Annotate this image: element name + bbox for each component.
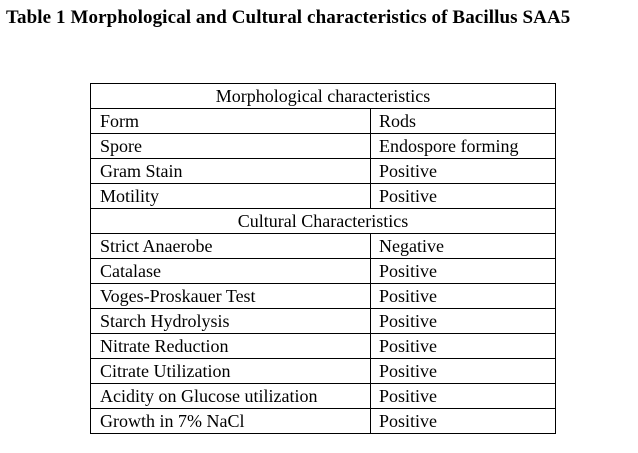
table-row bbox=[91, 234, 556, 259]
section-header-row bbox=[91, 209, 556, 234]
property-cell: Acidity on Glucose utilization bbox=[91, 384, 371, 409]
property-cell: Form bbox=[91, 109, 371, 134]
value-cell: Endospore forming bbox=[371, 134, 556, 159]
property-cell: Spore bbox=[91, 134, 371, 159]
value-cell: Positive bbox=[371, 284, 556, 309]
property-cell: Catalase bbox=[91, 259, 371, 284]
table-title: Table 1 Morphological and Cultural characteristics of Bacillus SAA5 bbox=[6, 7, 571, 28]
property-cell: Growth in 7% NaCl bbox=[91, 409, 371, 434]
value-cell: Positive bbox=[371, 309, 556, 334]
table-row bbox=[91, 159, 556, 184]
table-row bbox=[91, 134, 556, 159]
characteristics-table bbox=[90, 83, 556, 434]
value-cell: Positive bbox=[371, 334, 556, 359]
table-row bbox=[91, 284, 556, 309]
property-cell: Motility bbox=[91, 184, 371, 209]
property-cell: Starch Hydrolysis bbox=[91, 309, 371, 334]
value-cell: Rods bbox=[371, 109, 556, 134]
property-cell: Gram Stain bbox=[91, 159, 371, 184]
property-cell: Voges-Proskauer Test bbox=[91, 284, 371, 309]
property-cell: Strict Anaerobe bbox=[91, 234, 371, 259]
value-cell: Positive bbox=[371, 384, 556, 409]
value-cell: Positive bbox=[371, 359, 556, 384]
value-cell: Positive bbox=[371, 409, 556, 434]
property-cell: Nitrate Reduction bbox=[91, 334, 371, 359]
section-header-row bbox=[91, 84, 556, 109]
value-cell: Positive bbox=[371, 184, 556, 209]
value-cell: Positive bbox=[371, 159, 556, 184]
table-row bbox=[91, 259, 556, 284]
section-heading-cultural: Cultural Characteristics bbox=[91, 209, 556, 234]
table-row bbox=[91, 334, 556, 359]
value-cell: Negative bbox=[371, 234, 556, 259]
value-cell: Positive bbox=[371, 259, 556, 284]
table-row bbox=[91, 309, 556, 334]
table-row bbox=[91, 409, 556, 434]
table-row bbox=[91, 184, 556, 209]
table-row bbox=[91, 359, 556, 384]
section-heading-morphological: Morphological characteristics bbox=[91, 84, 556, 109]
property-cell: Citrate Utilization bbox=[91, 359, 371, 384]
table-row bbox=[91, 109, 556, 134]
table-row bbox=[91, 384, 556, 409]
